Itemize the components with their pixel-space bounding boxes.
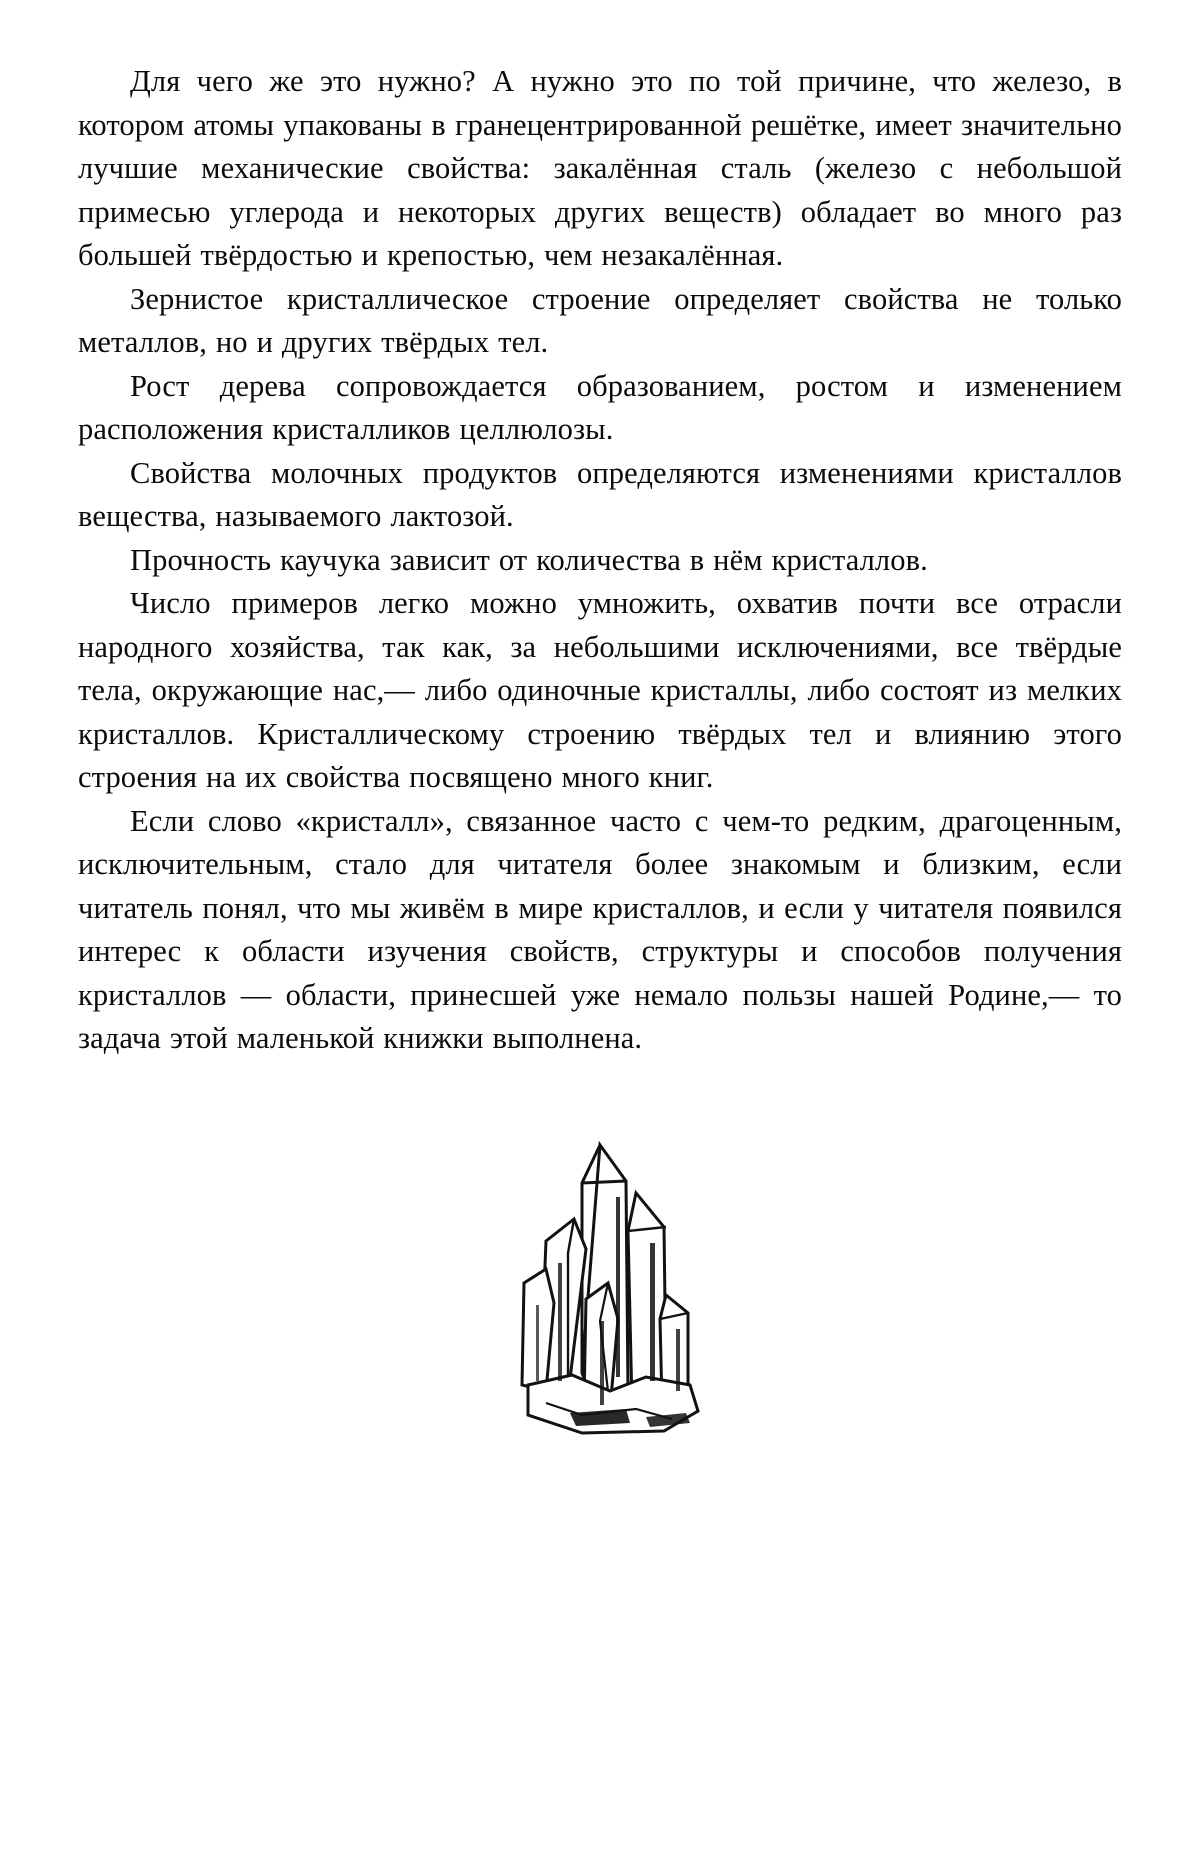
paragraph: Прочность каучука зависит от количества в нём кристаллов. [130, 542, 928, 577]
paragraph: Свойства молочных продуктов определяются изменениями кристаллов вещества, называемого лактозой. [78, 455, 1122, 533]
paragraph: Число примеров легко можно умножить, охватив почти все отрасли народного хозяйства, так как, за небольшими исключениями, все твёрдые тела, окружающие нас,— либо одиночные кристаллы, либо состоят из мелких кристаллов. Кристаллическому строению твёрдых тел и влиянию этого строения на их свойства посвящено много книг. [78, 586, 1122, 794]
paragraph: Зернистое кристаллическое строение определяет свойства не только металлов, но и других твёрдых тел. [78, 281, 1122, 359]
paragraph: Рост дерева сопровождается образованием, ростом и изменением расположения кристалликов целлюлозы. [78, 368, 1122, 446]
crystal-cluster-icon [450, 1123, 750, 1453]
paragraph: Если слово «кристалл», связанное часто с чем-то редким, драгоценным, исключительным, стало для читателя более знакомым и близким, если читатель понял, что мы живём в мире кристаллов, и если у читателя появился интерес к области изучения свойств, структуры и способов получения кристаллов — области, принесшей уже немало пользы нашей Родине,— то задача этой маленькой книжки выполнена. [78, 803, 1122, 1055]
paragraph: Для чего же это нужно? А нужно это по той причине, что железо, в котором атомы упакованы в гранецентрированной решётке, имеет значительно лучшие механические свойства: закалённая сталь (железо с небольшой примесью углерода и некоторых других веществ) обладает во много раз большей твёрдостью и крепостью, чем незакалённая. [78, 64, 1122, 272]
figure-block [78, 1061, 1122, 1453]
page-text-body [78, 60, 1122, 1061]
